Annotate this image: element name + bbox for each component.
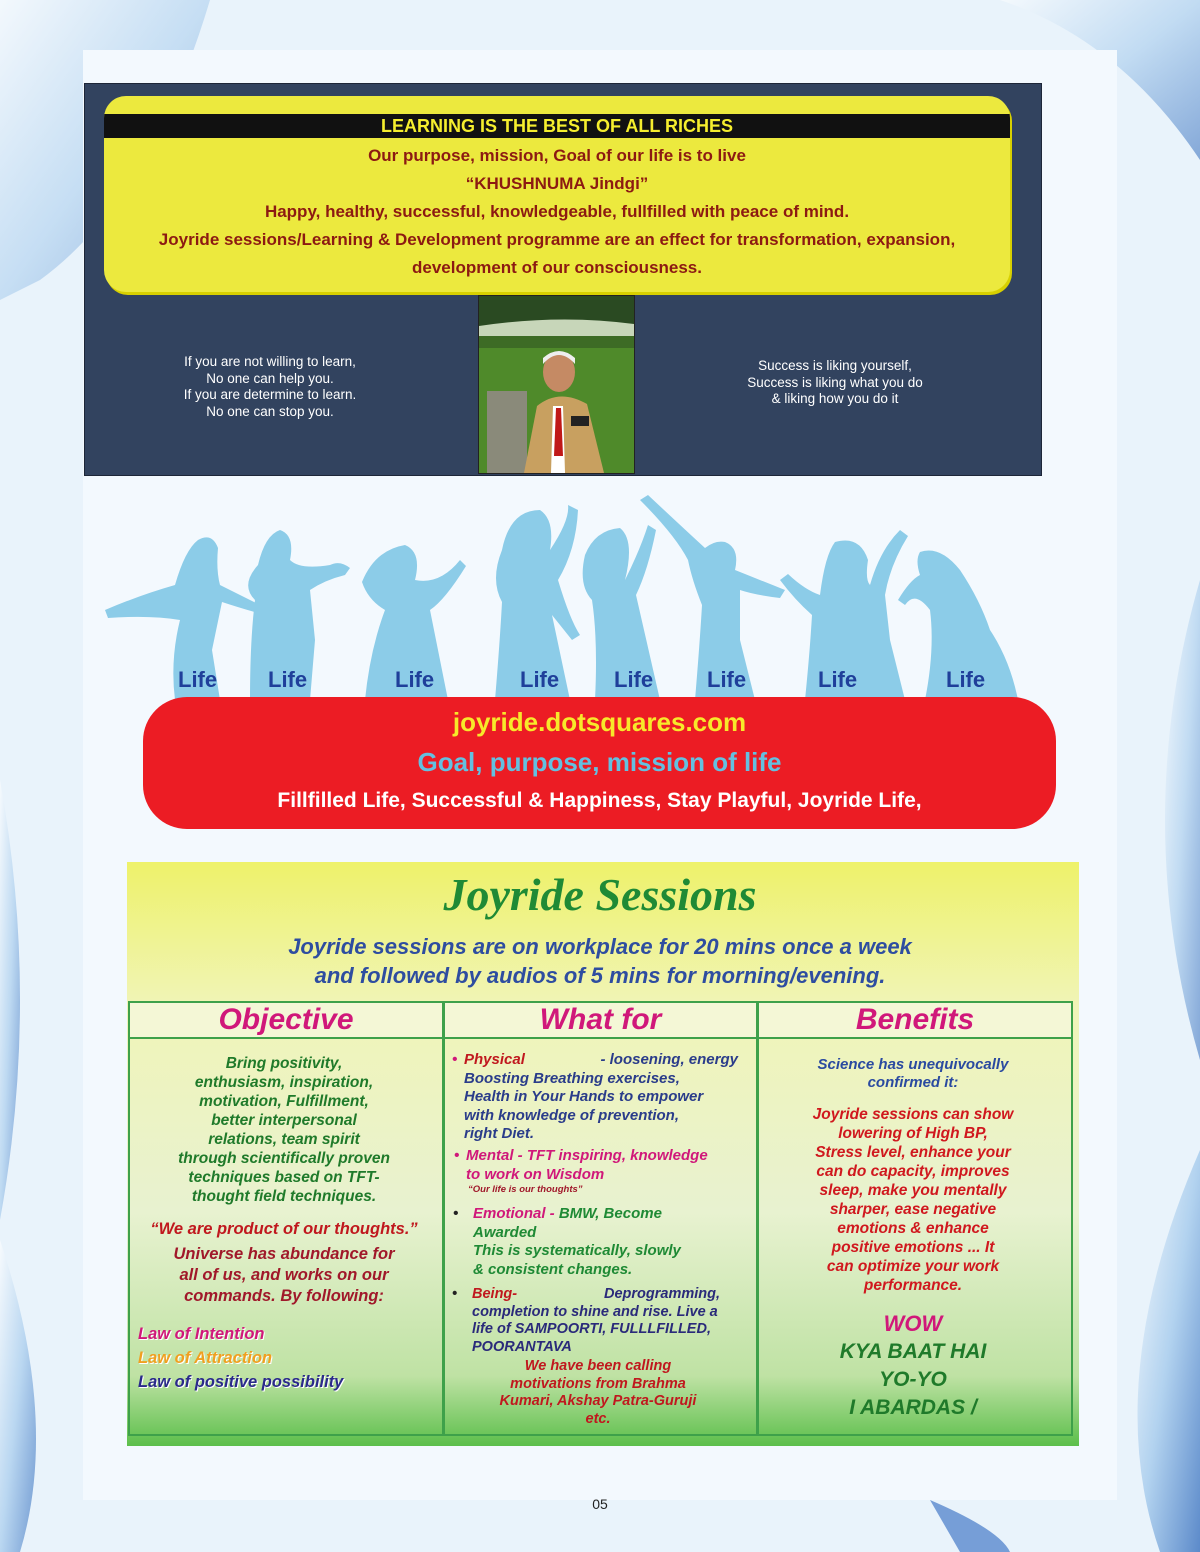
whatfor-mental: • Mental - TFT inspiring, knowledge to work on Wisdom “Our life is our thoughts”	[454, 1147, 708, 1195]
whatfor-header: What for	[443, 1001, 758, 1039]
goal-heading: Goal, purpose, mission of life	[417, 747, 782, 777]
website-pill	[143, 697, 1056, 829]
mission-line-3: Happy, healthy, successful, knowledgeable, fullfilled with peace of mind.	[264, 202, 850, 221]
mission-banner	[104, 96, 1010, 292]
laws-list	[138, 1322, 343, 1394]
sessions-title: Joyride Sessions	[443, 869, 757, 920]
objective-quote: “We are product of our thoughts.”	[150, 1220, 418, 1238]
page-number: 05	[592, 1496, 608, 1512]
whatfor-calling: We have been calling motivations from Brahma Kumari, Akshay Patra-Guruji etc.	[499, 1358, 697, 1427]
objective-universe: Universe has abundance for all of us, and works on our commands. By following:	[173, 1245, 395, 1305]
objective-header: Objective	[128, 1001, 444, 1039]
benefits-body: Joyride sessions can show lowering of High BP, Stress level, enhance your can do capacity, improves sleep, make you mentally sharper, ease negative emotions & enhance positive emotions ... It can optimize your work performance.	[812, 1106, 1014, 1294]
life-label: Life	[395, 667, 435, 692]
life-label: Life	[946, 667, 986, 692]
law-possibility: Law of positive possibility	[138, 1373, 344, 1391]
law-intention: Law of Intention	[138, 1325, 265, 1343]
whatfor-being: • Being- Deprogramming, completion to shine and rise. Live a life of SAMPOORTI, FULLLFILLED, POORANTAVA	[452, 1286, 720, 1355]
objective-text: Bring positivity, enthusiasm, inspiration, motivation, Fulfillment, better interpersonal relations, team spirit through scientifically proven techniques based on TFT- thought field techniques.	[178, 1055, 390, 1205]
quote-right: Success is liking yourself, Success is liking what you do & liking how you do it	[747, 358, 923, 406]
speaker-photo	[478, 295, 635, 474]
whatfor-physical: • Physical - loosening, energy Boosting Breathing exercises, Health in Your Hands to empower with knowledge of prevention, right Diet.	[452, 1051, 738, 1142]
life-tagline: Fillfilled Life, Successful & Happiness, Stay Playful, Joyride Life,	[277, 789, 922, 812]
life-label: Life	[178, 667, 218, 692]
mission-line-5: development of our consciousness.	[411, 258, 702, 277]
benefits-closing: KYA BAAT HAI YO-YO I ABARDAS /	[839, 1340, 987, 1419]
mission-line-1: Our purpose, mission, Goal of our life is to live	[368, 146, 746, 165]
whatfor-emotional: • Emotional - BMW, Become Awarded This is systematically, slowly & consistent changes.	[453, 1205, 681, 1278]
benefits-science: Science has unequivocally confirmed it:	[817, 1056, 1009, 1091]
life-label: Life	[268, 667, 308, 692]
life-label: Life	[520, 667, 560, 692]
sessions-sub-2: and followed by audios of 5 mins for morning/evening.	[314, 963, 886, 988]
mission-line-4: Joyride sessions/Learning & Development programme are an effect for transformation, expansion,	[158, 230, 956, 249]
law-attraction: Law of Attraction	[138, 1349, 273, 1367]
benefits-wow: WOW	[883, 1311, 943, 1336]
life-label: Life	[818, 667, 858, 692]
quote-left: If you are not willing to learn, No one can help you. If you are determine to learn. No one can stop you.	[183, 354, 357, 419]
benefits-header: Benefits	[757, 1001, 1073, 1039]
life-label: Life	[707, 667, 747, 692]
website-link[interactable]: joyride.dotsquares.com	[452, 707, 747, 737]
banner-title: LEARNING IS THE BEST OF ALL RICHES	[380, 116, 734, 136]
life-label: Life	[614, 667, 654, 692]
sessions-sub-1: Joyride sessions are on workplace for 20 mins once a week	[288, 934, 912, 959]
mission-line-2: “KHUSHNUMA Jindgi”	[465, 174, 649, 193]
